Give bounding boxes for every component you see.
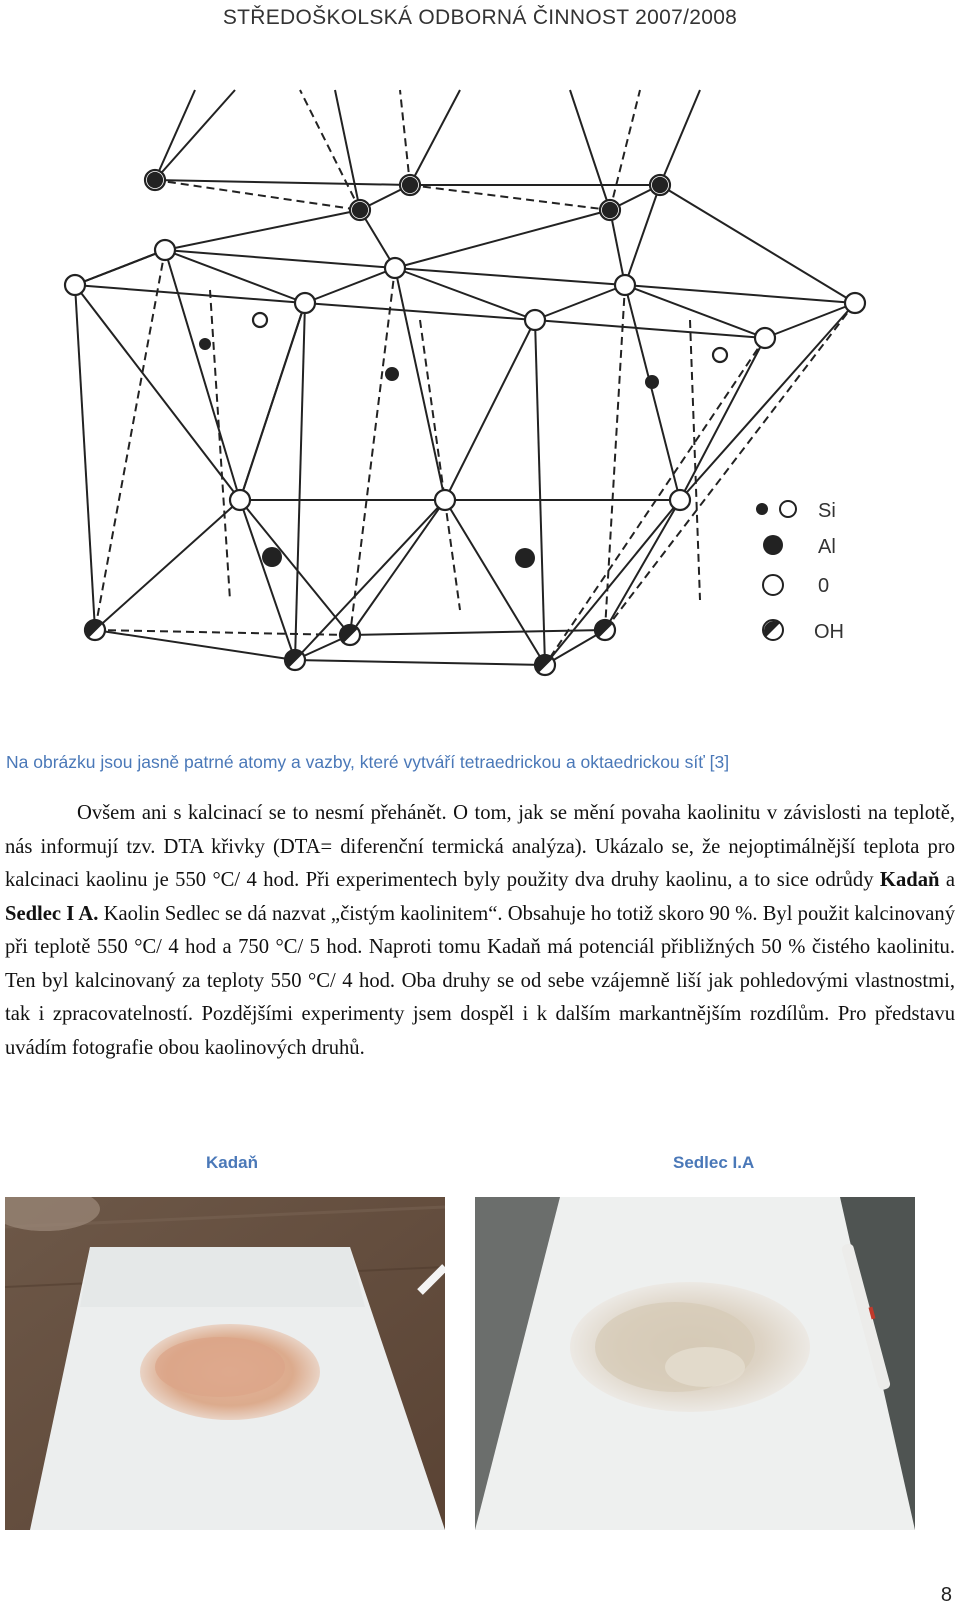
photo-label-sedlec: Sedlec I.A — [673, 1153, 755, 1172]
al-atom-icon — [763, 535, 783, 555]
kaolinite-structure-diagram — [0, 60, 960, 720]
legend-label-al: Al — [818, 536, 836, 558]
kadan-kaolin-photo — [5, 1197, 445, 1530]
paragraph-text-1: Ovšem ani s kalcinací se to nesmí přehánět. O tom, jak se mění povaha kaolinitu v závislosti na teplotě, nás informují tzv. DTA křivky (DTA= diferenční termická analýza). Ukázalo se, že nejoptimálnější teplota pro kalcinaci kaolinu je 550 °C/ 4 hod. Při experimentech byly použity dva druhy kaolinu, a to sice odrůdy — [5, 802, 955, 891]
page-number: 8 — [940, 1584, 952, 1606]
photo-label-kadan: Kadaň — [206, 1153, 258, 1172]
legend-label-o: 0 — [818, 575, 830, 597]
legend-label-oh: OH — [814, 621, 844, 643]
paragraph-text-3: Kaolin Sedlec se dá nazvat „čistým kaolinitem“. Obsahuje ho totiž skoro 90 %. Byl použit kalcinovaný při teplotě 550 °C/ 4 hod a 750 °C/ 5 hod. Naproti tomu Kadaň má potenciál přibližných 50 % čistého kaolinitu. Ten byl kalcinovaný za teploty 550 °C/ 4 hod. Oba druhy se od sebe vzájemně liší jak pohledovými vlastnostmi, tak i zpracovatelností. Pozdějšími experimenty jsem dospěl i k dalším markantnějším rozdílům. Pro představu uvádím fotografie obou kaolinových druhů. — [5, 902, 955, 1059]
legend-label-si: Si — [818, 500, 836, 522]
si-ring-icon — [780, 501, 796, 517]
kaolin-name-sedlec: Sedlec I A. — [5, 902, 99, 925]
body-paragraph — [5, 797, 955, 1065]
page-header: STŘEDOŠKOLSKÁ ODBORNÁ ČINNOST 2007/2008 — [222, 6, 738, 29]
figure-caption: Na obrázku jsou jasně patrné atomy a vazby, které vytváří tetraedrickou a oktaedrickou síť [3] — [6, 752, 730, 772]
kaolin-name-kadan: Kadaň — [879, 869, 940, 891]
sedlec-kaolin-photo — [475, 1197, 915, 1530]
o-atom-icon — [763, 575, 783, 595]
paragraph-text-2: a — [939, 869, 955, 891]
si-dot-icon — [756, 503, 768, 515]
diagram-legend — [756, 500, 844, 643]
